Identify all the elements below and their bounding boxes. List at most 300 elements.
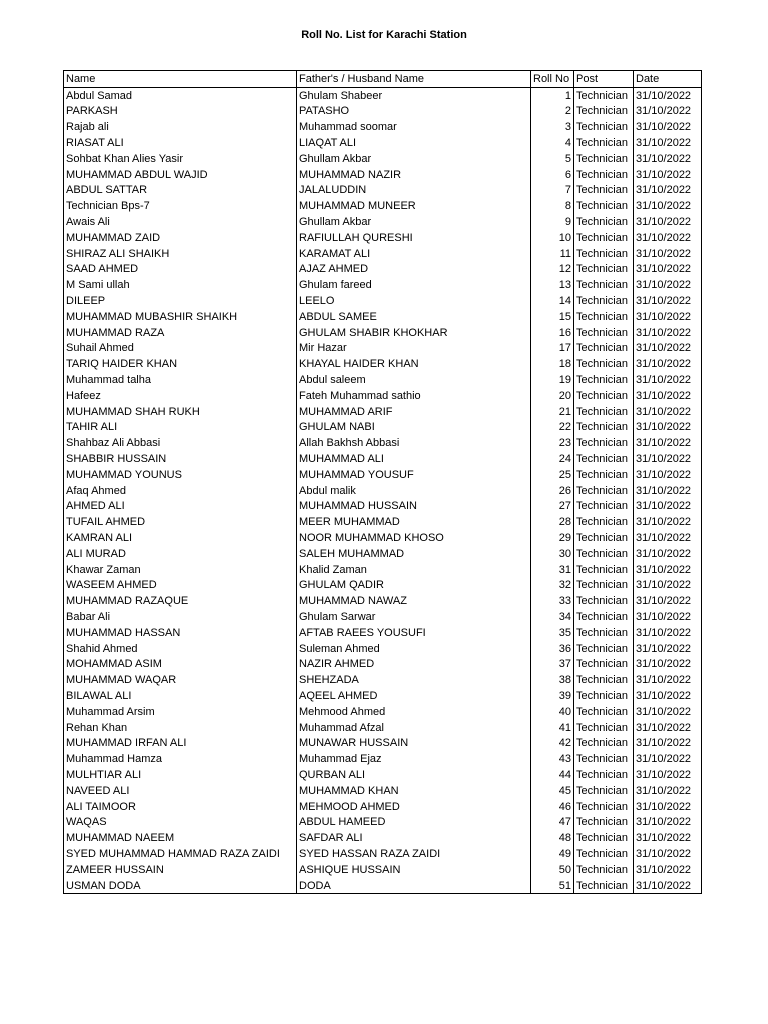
table-row — [64, 878, 702, 894]
cell-date: 31/10/2022 — [634, 578, 702, 594]
cell-roll-no: 7 — [531, 183, 574, 199]
cell-name: SAAD AHMED — [66, 263, 139, 276]
table-row — [64, 293, 702, 309]
cell-post: Technician — [574, 341, 634, 357]
cell-name: Shahid Ahmed — [66, 642, 138, 655]
cell-name: ALI MURAD — [66, 547, 126, 560]
cell-name: ALI TAIMOOR — [66, 800, 136, 813]
cell-date: 31/10/2022 — [634, 388, 702, 404]
cell-post: Technician — [574, 309, 634, 325]
cell-name: MUHAMMAD RAZA — [66, 326, 165, 339]
cell-name: PARKASH — [66, 105, 118, 118]
cell-post: Technician — [574, 246, 634, 262]
cell-name: Khawar Zaman — [66, 563, 141, 576]
cell-post: Technician — [574, 578, 634, 594]
cell-father-husband-name: KARAMAT ALI — [297, 246, 531, 262]
cell-name: Muhammad talha — [66, 374, 151, 387]
cell-post: Technician — [574, 104, 634, 120]
cell-father-husband-name: MUNAWAR HUSSAIN — [297, 735, 531, 751]
cell-roll-no: 9 — [531, 214, 574, 230]
table-row — [64, 183, 702, 199]
cell-father-husband-name: MEER MUHAMMAD — [297, 514, 531, 530]
table-row — [64, 151, 702, 167]
cell-roll-no: 12 — [531, 262, 574, 278]
cell-date: 31/10/2022 — [634, 799, 702, 815]
table-row — [64, 341, 702, 357]
cell-father-husband-name: RAFIULLAH QURESHI — [297, 230, 531, 246]
table-row — [64, 641, 702, 657]
cell-post: Technician — [574, 262, 634, 278]
cell-post: Technician — [574, 688, 634, 704]
cell-date: 31/10/2022 — [634, 183, 702, 199]
table-row — [64, 246, 702, 262]
cell-father-husband-name: Ghullam Akbar — [297, 151, 531, 167]
cell-father-husband-name: GHULAM QADIR — [297, 578, 531, 594]
cell-father-husband-name: LIAQAT ALI — [297, 135, 531, 151]
cell-roll-no: 48 — [531, 830, 574, 846]
cell-date: 31/10/2022 — [634, 562, 702, 578]
cell-father-husband-name: Abdul saleem — [297, 372, 531, 388]
cell-father-husband-name: MUHAMMAD NAWAZ — [297, 593, 531, 609]
cell-date: 31/10/2022 — [634, 767, 702, 783]
cell-name: SYED MUHAMMAD HAMMAD RAZA ZAIDI — [66, 847, 280, 860]
table-row — [64, 309, 702, 325]
cell-name: KAMRAN ALI — [66, 532, 133, 544]
cell-roll-no: 26 — [531, 483, 574, 499]
cell-father-husband-name: NAZIR AHMED — [297, 656, 531, 672]
cell-father-husband-name: MUHAMMAD MUNEER — [297, 198, 531, 214]
cell-name: Shahbaz Ali Abbasi — [66, 437, 161, 450]
column-header-post: Post — [574, 71, 634, 88]
cell-post: Technician — [574, 230, 634, 246]
cell-name: USMAN DODA — [66, 879, 141, 892]
cell-post: Technician — [574, 830, 634, 846]
cell-name: Hafeez — [66, 389, 101, 402]
table-row — [64, 325, 702, 341]
cell-date: 31/10/2022 — [634, 688, 702, 704]
cell-name: ZAMEER HUSSAIN — [66, 863, 164, 876]
cell-roll-no: 17 — [531, 341, 574, 357]
cell-roll-no: 34 — [531, 609, 574, 625]
cell-roll-no: 2 — [531, 104, 574, 120]
cell-date: 31/10/2022 — [634, 293, 702, 309]
cell-father-husband-name: PATASHO — [297, 104, 531, 120]
cell-roll-no: 27 — [531, 499, 574, 515]
cell-roll-no: 43 — [531, 751, 574, 767]
cell-name: ABDUL SATTAR — [66, 184, 148, 197]
cell-father-husband-name: MEHMOOD AHMED — [297, 799, 531, 815]
cell-father-husband-name: MUHAMMAD YOUSUF — [297, 467, 531, 483]
cell-post: Technician — [574, 720, 634, 736]
column-header-father-husband-name: Father's / Husband Name — [297, 71, 531, 88]
column-header-name: Name — [64, 71, 297, 88]
cell-date: 31/10/2022 — [634, 751, 702, 767]
cell-father-husband-name: LEELO — [297, 293, 531, 309]
table-row — [64, 262, 702, 278]
cell-roll-no: 37 — [531, 656, 574, 672]
cell-roll-no: 50 — [531, 862, 574, 878]
cell-name: Muhammad Arsim — [66, 705, 155, 718]
cell-date: 31/10/2022 — [634, 420, 702, 436]
cell-father-husband-name: Khalid Zaman — [297, 562, 531, 578]
cell-date: 31/10/2022 — [634, 735, 702, 751]
cell-name: MUHAMMAD ZAID — [66, 231, 161, 244]
table-row — [64, 404, 702, 420]
cell-name: Awais Ali — [66, 216, 110, 229]
cell-name: Babar Ali — [66, 610, 111, 623]
table-row — [64, 119, 702, 135]
cell-date: 31/10/2022 — [634, 341, 702, 357]
cell-roll-no: 20 — [531, 388, 574, 404]
cell-roll-no: 40 — [531, 704, 574, 720]
cell-roll-no: 13 — [531, 277, 574, 293]
cell-post: Technician — [574, 514, 634, 530]
cell-date: 31/10/2022 — [634, 404, 702, 420]
cell-father-husband-name: Fateh Muhammad sathio — [297, 388, 531, 404]
cell-roll-no: 51 — [531, 878, 574, 894]
cell-father-husband-name: MUHAMMAD NAZIR — [297, 167, 531, 183]
roll-number-table — [63, 70, 702, 894]
cell-post: Technician — [574, 119, 634, 135]
table-row — [64, 499, 702, 515]
table-row — [64, 104, 702, 120]
cell-date: 31/10/2022 — [634, 167, 702, 183]
table-row — [64, 783, 702, 799]
cell-post: Technician — [574, 704, 634, 720]
table-row — [64, 372, 702, 388]
cell-roll-no: 28 — [531, 514, 574, 530]
cell-post: Technician — [574, 735, 634, 751]
table-row — [64, 814, 702, 830]
cell-father-husband-name: MUHAMMAD ARIF — [297, 404, 531, 420]
table-row — [64, 846, 702, 862]
cell-post: Technician — [574, 388, 634, 404]
cell-father-husband-name: Allah Bakhsh Abbasi — [297, 435, 531, 451]
table-row — [64, 167, 702, 183]
cell-post: Technician — [574, 151, 634, 167]
cell-date: 31/10/2022 — [634, 672, 702, 688]
table-row — [64, 751, 702, 767]
cell-father-husband-name: Muhammad Ejaz — [297, 751, 531, 767]
cell-roll-no: 1 — [531, 87, 574, 103]
cell-date: 31/10/2022 — [634, 625, 702, 641]
cell-post: Technician — [574, 87, 634, 103]
cell-post: Technician — [574, 404, 634, 420]
cell-father-husband-name: JALALUDDIN — [297, 183, 531, 199]
cell-name: MUHAMMAD RAZAQUE — [66, 595, 189, 608]
cell-date: 31/10/2022 — [634, 814, 702, 830]
cell-date: 31/10/2022 — [634, 530, 702, 546]
cell-father-husband-name: GHULAM NABI — [297, 420, 531, 436]
table-row — [64, 830, 702, 846]
cell-name: DILEEP — [66, 295, 106, 308]
table-row — [64, 277, 702, 293]
cell-roll-no: 10 — [531, 230, 574, 246]
cell-date: 31/10/2022 — [634, 546, 702, 562]
cell-name: TARIQ HAIDER KHAN — [66, 358, 178, 371]
cell-name: MUHAMMAD ABDUL WAJID — [66, 168, 208, 181]
column-header-date: Date — [634, 71, 702, 88]
cell-father-husband-name: KHAYAL HAIDER KHAN — [297, 356, 531, 372]
cell-roll-no: 24 — [531, 451, 574, 467]
cell-name: NAVEED ALI — [66, 784, 130, 797]
cell-father-husband-name: Muhammad Afzal — [297, 720, 531, 736]
cell-roll-no: 16 — [531, 325, 574, 341]
cell-date: 31/10/2022 — [634, 641, 702, 657]
cell-post: Technician — [574, 167, 634, 183]
cell-date: 31/10/2022 — [634, 720, 702, 736]
cell-post: Technician — [574, 183, 634, 199]
cell-father-husband-name: MUHAMMAD ALI — [297, 451, 531, 467]
cell-name: MOHAMMAD ASIM — [66, 658, 162, 671]
cell-date: 31/10/2022 — [634, 830, 702, 846]
cell-father-husband-name: AJAZ AHMED — [297, 262, 531, 278]
cell-post: Technician — [574, 846, 634, 862]
table-row — [64, 609, 702, 625]
cell-name: AHMED ALI — [66, 500, 125, 513]
cell-roll-no: 4 — [531, 135, 574, 151]
cell-post: Technician — [574, 435, 634, 451]
table-row — [64, 420, 702, 436]
cell-father-husband-name: SHEHZADA — [297, 672, 531, 688]
table-row — [64, 388, 702, 404]
table-row — [64, 656, 702, 672]
cell-post: Technician — [574, 593, 634, 609]
cell-date: 31/10/2022 — [634, 246, 702, 262]
cell-roll-no: 42 — [531, 735, 574, 751]
column-header-roll-no: Roll No — [531, 71, 574, 88]
cell-date: 31/10/2022 — [634, 87, 702, 103]
cell-father-husband-name: AQEEL AHMED — [297, 688, 531, 704]
table-row — [64, 593, 702, 609]
cell-post: Technician — [574, 625, 634, 641]
cell-father-husband-name: Ghullam Akbar — [297, 214, 531, 230]
cell-roll-no: 49 — [531, 846, 574, 862]
table-row — [64, 135, 702, 151]
cell-date: 31/10/2022 — [634, 372, 702, 388]
table-row — [64, 87, 702, 103]
cell-name: Sohbat Khan Alies Yasir — [66, 152, 184, 165]
cell-post: Technician — [574, 814, 634, 830]
cell-date: 31/10/2022 — [634, 325, 702, 341]
cell-name: MUHAMMAD HASSAN — [66, 626, 181, 639]
cell-name: RIASAT ALI — [66, 137, 124, 150]
cell-post: Technician — [574, 420, 634, 436]
table-row — [64, 767, 702, 783]
table-header — [64, 71, 702, 88]
cell-date: 31/10/2022 — [634, 230, 702, 246]
cell-father-husband-name: SAFDAR ALI — [297, 830, 531, 846]
table-body — [64, 87, 702, 894]
table-row — [64, 562, 702, 578]
cell-name: SHABBIR HUSSAIN — [66, 453, 167, 466]
cell-name: MUHAMMAD IRFAN ALI — [66, 737, 187, 750]
cell-father-husband-name: Ghulam Shabeer — [297, 87, 531, 103]
cell-father-husband-name: NOOR MUHAMMAD KHOSO — [297, 530, 531, 546]
cell-name: Afaq Ahmed — [66, 484, 126, 497]
cell-post: Technician — [574, 451, 634, 467]
cell-post: Technician — [574, 783, 634, 799]
cell-roll-no: 11 — [531, 246, 574, 262]
cell-date: 31/10/2022 — [634, 151, 702, 167]
cell-date: 31/10/2022 — [634, 704, 702, 720]
cell-post: Technician — [574, 751, 634, 767]
cell-name: TAHIR ALI — [66, 421, 118, 434]
cell-name: Abdul Samad — [66, 89, 133, 102]
cell-roll-no: 30 — [531, 546, 574, 562]
table-row — [64, 435, 702, 451]
cell-date: 31/10/2022 — [634, 878, 702, 894]
cell-date: 31/10/2022 — [634, 862, 702, 878]
table-row — [64, 578, 702, 594]
cell-roll-no: 47 — [531, 814, 574, 830]
cell-father-husband-name: Suleman Ahmed — [297, 641, 531, 657]
cell-name: BILAWAL ALI — [66, 689, 132, 702]
cell-date: 31/10/2022 — [634, 435, 702, 451]
cell-roll-no: 18 — [531, 356, 574, 372]
cell-post: Technician — [574, 799, 634, 815]
cell-name: Muhammad Hamza — [66, 753, 162, 766]
cell-roll-no: 35 — [531, 625, 574, 641]
cell-post: Technician — [574, 214, 634, 230]
cell-post: Technician — [574, 198, 634, 214]
cell-date: 31/10/2022 — [634, 119, 702, 135]
cell-roll-no: 44 — [531, 767, 574, 783]
cell-date: 31/10/2022 — [634, 262, 702, 278]
cell-name: MUHAMMAD NAEEM — [66, 832, 175, 845]
cell-roll-no: 32 — [531, 578, 574, 594]
cell-date: 31/10/2022 — [634, 135, 702, 151]
cell-name: Suhail Ahmed — [66, 342, 134, 355]
cell-date: 31/10/2022 — [634, 499, 702, 515]
cell-roll-no: 41 — [531, 720, 574, 736]
cell-date: 31/10/2022 — [634, 783, 702, 799]
table-row — [64, 198, 702, 214]
cell-roll-no: 14 — [531, 293, 574, 309]
cell-roll-no: 36 — [531, 641, 574, 657]
cell-name: Technician Bps-7 — [66, 200, 150, 213]
cell-father-husband-name: AFTAB RAEES YOUSUFI — [297, 625, 531, 641]
cell-father-husband-name: ABDUL SAMEE — [297, 309, 531, 325]
cell-roll-no: 31 — [531, 562, 574, 578]
cell-roll-no: 22 — [531, 420, 574, 436]
cell-father-husband-name: Mir Hazar — [297, 341, 531, 357]
cell-father-husband-name: Ghulam Sarwar — [297, 609, 531, 625]
cell-post: Technician — [574, 467, 634, 483]
cell-post: Technician — [574, 293, 634, 309]
cell-name: Rajab ali — [66, 121, 109, 134]
cell-roll-no: 6 — [531, 167, 574, 183]
cell-roll-no: 45 — [531, 783, 574, 799]
cell-father-husband-name: Muhammad soomar — [297, 119, 531, 135]
table-row — [64, 672, 702, 688]
table-row — [64, 514, 702, 530]
cell-date: 31/10/2022 — [634, 846, 702, 862]
table-row — [64, 546, 702, 562]
cell-roll-no: 21 — [531, 404, 574, 420]
table-row — [64, 735, 702, 751]
table-row — [64, 799, 702, 815]
cell-father-husband-name: Mehmood Ahmed — [297, 704, 531, 720]
cell-date: 31/10/2022 — [634, 656, 702, 672]
table-row — [64, 688, 702, 704]
cell-father-husband-name: ASHIQUE HUSSAIN — [297, 862, 531, 878]
cell-post: Technician — [574, 546, 634, 562]
cell-name: WAQAS — [66, 816, 107, 829]
cell-father-husband-name: MUHAMMAD HUSSAIN — [297, 499, 531, 515]
cell-date: 31/10/2022 — [634, 467, 702, 483]
cell-name: WASEEM AHMED — [66, 579, 157, 592]
table-row — [64, 704, 702, 720]
cell-date: 31/10/2022 — [634, 214, 702, 230]
cell-date: 31/10/2022 — [634, 609, 702, 625]
cell-roll-no: 39 — [531, 688, 574, 704]
cell-father-husband-name: SALEH MUHAMMAD — [297, 546, 531, 562]
cell-father-husband-name: Ghulam fareed — [297, 277, 531, 293]
cell-date: 31/10/2022 — [634, 356, 702, 372]
cell-name: TUFAIL AHMED — [66, 516, 146, 529]
table-row — [64, 483, 702, 499]
cell-father-husband-name: Abdul malik — [297, 483, 531, 499]
cell-date: 31/10/2022 — [634, 198, 702, 214]
cell-post: Technician — [574, 672, 634, 688]
cell-date: 31/10/2022 — [634, 309, 702, 325]
table-row — [64, 625, 702, 641]
cell-father-husband-name: ABDUL HAMEED — [297, 814, 531, 830]
cell-name: Rehan Khan — [66, 721, 128, 734]
cell-date: 31/10/2022 — [634, 451, 702, 467]
cell-name: MUHAMMAD WAQAR — [66, 674, 177, 687]
table-row — [64, 451, 702, 467]
cell-date: 31/10/2022 — [634, 104, 702, 120]
cell-roll-no: 5 — [531, 151, 574, 167]
cell-post: Technician — [574, 609, 634, 625]
cell-roll-no: 23 — [531, 435, 574, 451]
cell-father-husband-name: MUHAMMAD KHAN — [297, 783, 531, 799]
cell-name: MUHAMMAD MUBASHIR SHAIKH — [66, 310, 238, 323]
cell-post: Technician — [574, 530, 634, 546]
cell-post: Technician — [574, 641, 634, 657]
cell-post: Technician — [574, 862, 634, 878]
cell-roll-no: 33 — [531, 593, 574, 609]
cell-father-husband-name: SYED HASSAN RAZA ZAIDI — [297, 846, 531, 862]
cell-roll-no: 3 — [531, 119, 574, 135]
cell-name: SHIRAZ ALI SHAIKH — [66, 247, 170, 260]
cell-father-husband-name: QURBAN ALI — [297, 767, 531, 783]
table-row — [64, 214, 702, 230]
cell-post: Technician — [574, 878, 634, 894]
cell-date: 31/10/2022 — [634, 514, 702, 530]
table-row — [64, 230, 702, 246]
cell-post: Technician — [574, 372, 634, 388]
cell-roll-no: 29 — [531, 530, 574, 546]
table-row — [64, 720, 702, 736]
cell-roll-no: 25 — [531, 467, 574, 483]
cell-date: 31/10/2022 — [634, 483, 702, 499]
cell-date: 31/10/2022 — [634, 593, 702, 609]
cell-roll-no: 19 — [531, 372, 574, 388]
table-row — [64, 862, 702, 878]
table-row — [64, 530, 702, 546]
cell-roll-no: 8 — [531, 198, 574, 214]
table-row — [64, 467, 702, 483]
cell-post: Technician — [574, 562, 634, 578]
cell-post: Technician — [574, 656, 634, 672]
cell-roll-no: 15 — [531, 309, 574, 325]
cell-post: Technician — [574, 277, 634, 293]
cell-post: Technician — [574, 325, 634, 341]
cell-roll-no: 38 — [531, 672, 574, 688]
